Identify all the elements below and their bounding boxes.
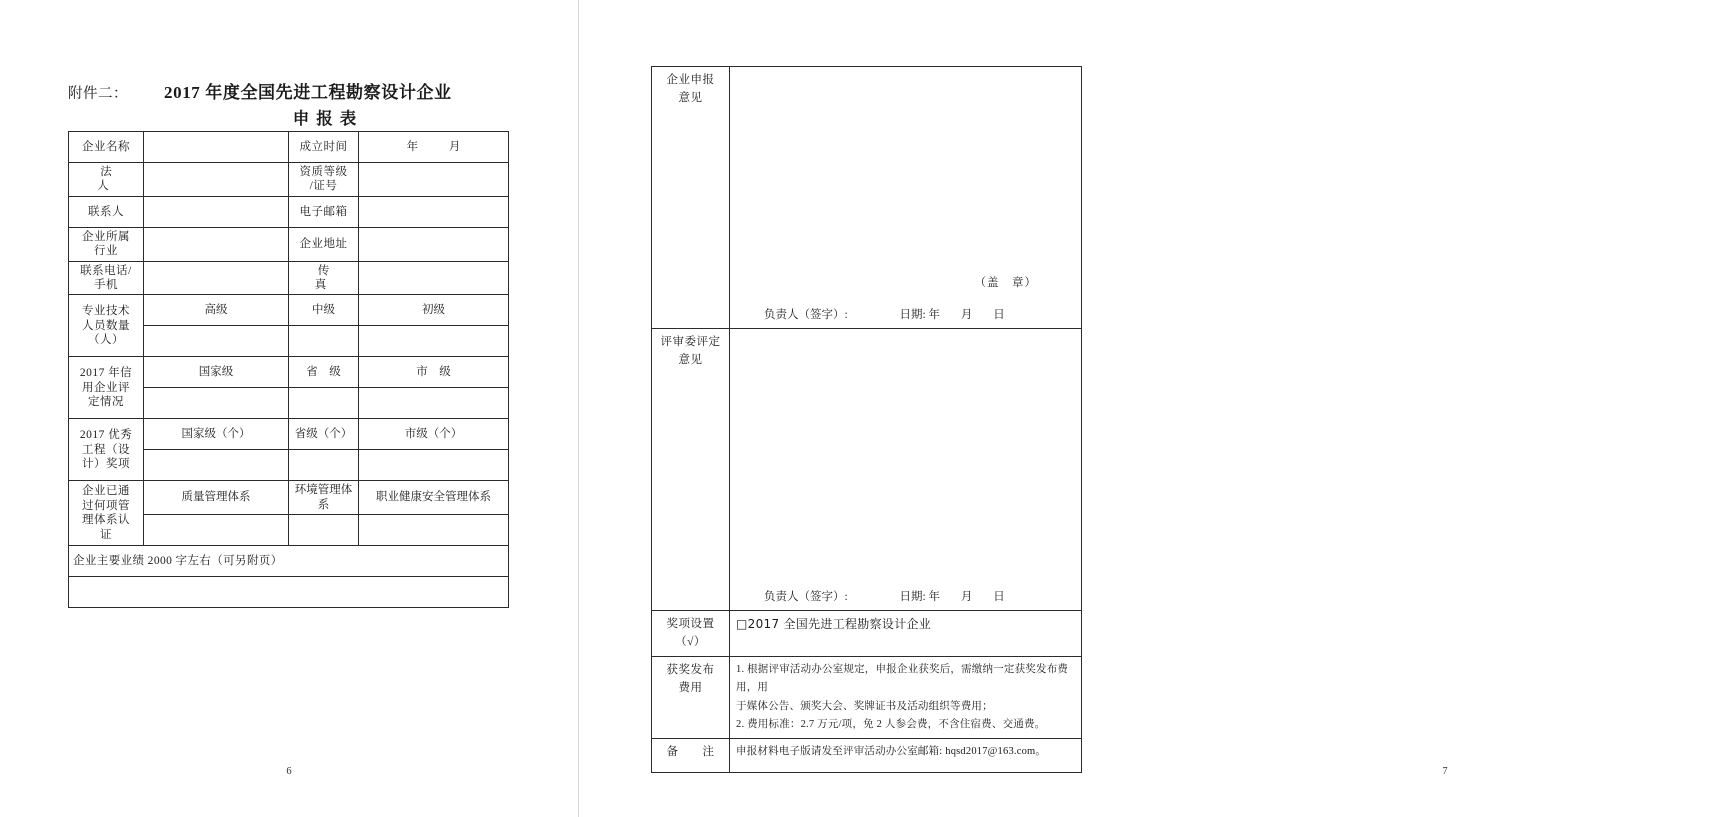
page-number-left: 6: [286, 766, 292, 777]
system-environment-input[interactable]: [289, 515, 359, 546]
fax-input[interactable]: [359, 261, 509, 295]
table-row: [69, 227, 509, 261]
qualification-label: [289, 163, 359, 197]
fee-label-line1: 获奖发布: [666, 663, 715, 676]
system-label-line3: 理体系认: [82, 514, 130, 527]
award-label: [69, 419, 144, 481]
tech-senior-input[interactable]: [144, 326, 289, 357]
table-row: [652, 611, 1082, 657]
system-label-line2: 过何项管: [82, 499, 130, 512]
date-value: 年 月 日: [928, 309, 1014, 321]
fax-label: 传 真: [289, 261, 359, 295]
system-quality-header: 质量管理体系: [144, 481, 289, 515]
table-row: [652, 67, 1082, 329]
credit-label: [69, 357, 144, 419]
company-opinion-label-line1: 企业申报: [666, 74, 715, 86]
page-right: [578, 0, 1448, 817]
review-opinion-label-line1: 评审委评定: [660, 336, 721, 348]
fee-text-block: [730, 656, 1082, 739]
signature-label: 负责人（签字）:: [764, 309, 848, 321]
tech-staff-label-line1: 专业技术: [82, 305, 130, 318]
award-setting-label: [652, 611, 730, 657]
legal-person-input[interactable]: [144, 163, 289, 197]
table-row: [652, 739, 1082, 773]
phone-label-line1: 联系电话/: [80, 264, 132, 277]
system-quality-input[interactable]: [144, 515, 289, 546]
company-name-label: 企业名称: [69, 132, 144, 163]
application-form-table: [68, 131, 509, 608]
credit-national-input[interactable]: [144, 388, 289, 419]
credit-province-input[interactable]: [289, 388, 359, 419]
table-row: [69, 481, 509, 515]
contact-label: 联系人: [69, 196, 144, 227]
note-text-cell: [730, 739, 1082, 773]
attachment-label: 附件二：: [68, 86, 128, 102]
credit-city-input[interactable]: [359, 388, 509, 419]
tech-middle-input[interactable]: [289, 326, 359, 357]
performance-header: 企业主要业绩 2000 字左右（可另附页）: [69, 546, 509, 577]
system-label-line4: 证: [100, 528, 112, 541]
table-row: [69, 357, 509, 388]
fee-label-line2: 费用: [678, 682, 703, 695]
credit-city-header: 市 级: [359, 357, 509, 388]
phone-label: [69, 261, 144, 295]
award-setting-option[interactable]: [730, 611, 1082, 657]
table-row: [69, 132, 509, 163]
date-label: 日期:: [899, 591, 926, 603]
company-opinion-input[interactable]: [730, 67, 1082, 329]
industry-label-line2: 行业: [94, 245, 118, 258]
phone-label-line2: 手机: [94, 278, 118, 291]
email-label: 电子邮箱: [289, 196, 359, 227]
table-row: [69, 419, 509, 450]
award-label-line2: 工程（设: [82, 443, 130, 456]
tech-junior-header: 初级: [359, 295, 509, 326]
system-environment-header: 环境管理体系: [289, 481, 359, 515]
found-time-label: 成立时间: [289, 132, 359, 163]
legal-person-label: 法 人: [69, 163, 144, 197]
opinion-form-table: [651, 66, 1082, 773]
table-row: [69, 295, 509, 326]
company-opinion-label: [652, 67, 730, 329]
tech-staff-label-line3: （人）: [88, 333, 124, 346]
tech-senior-header: 高级: [144, 295, 289, 326]
tech-staff-label: [69, 295, 144, 357]
review-opinion-label-line2: 意见: [678, 354, 703, 367]
tech-junior-input[interactable]: [359, 326, 509, 357]
system-label-line1: 企业已通: [82, 485, 130, 498]
email-input[interactable]: [359, 196, 509, 227]
qualification-label-line1: 资质等级: [299, 166, 348, 178]
date-value: 年 月 日: [928, 591, 1014, 603]
company-signature-line: [764, 306, 1014, 322]
signature-label: 负责人（签字）:: [764, 591, 848, 603]
table-row: [652, 656, 1082, 739]
tech-staff-label-line2: 人员数量: [82, 319, 130, 332]
note-label: 备 注: [652, 739, 730, 773]
review-opinion-label: [652, 329, 730, 611]
credit-label-line2: 用企业评: [82, 381, 130, 394]
qualification-label-line2: /证号: [309, 180, 338, 193]
review-signature-line: [764, 588, 1014, 604]
award-city-header: 市级（个）: [359, 419, 509, 450]
award-setting-label-line2: （√）: [675, 636, 706, 649]
review-opinion-input[interactable]: [730, 329, 1082, 611]
fee-text-line2: 于媒体公告、颁奖大会、奖牌证书及活动组织等费用；: [736, 700, 993, 712]
award-province-input[interactable]: [289, 450, 359, 481]
industry-label-line1: 企业所属: [82, 230, 130, 243]
title-row: [68, 78, 508, 103]
table-row: [69, 546, 509, 577]
table-row: [69, 261, 509, 295]
award-province-header: 省级（个）: [289, 419, 359, 450]
found-time-value: 年 月: [406, 140, 475, 153]
qualification-input[interactable]: [359, 163, 509, 197]
company-name-input[interactable]: [144, 132, 289, 163]
award-national-header: 国家级（个）: [144, 419, 289, 450]
phone-input[interactable]: [144, 261, 289, 295]
credit-national-header: 国家级: [144, 357, 289, 388]
company-opinion-label-line2: 意见: [678, 92, 703, 105]
award-setting-checkbox-option: □2017 全国先进工程勘察设计企业: [736, 617, 932, 631]
page-left: [0, 0, 578, 817]
found-time-input[interactable]: [359, 132, 509, 163]
document-title: 2017 年度全国先进工程勘察设计企业: [164, 83, 452, 102]
table-row: [652, 329, 1082, 611]
fee-text-line1: 1. 根据评审活动办公室规定，申报企业获奖后，需缴纳一定获奖发布费用，用: [736, 663, 1069, 694]
date-label: 日期:: [899, 309, 926, 321]
table-row: [69, 577, 509, 608]
page-number-right: 7: [1442, 766, 1448, 777]
seal-placeholder: （盖 章）: [974, 277, 1037, 289]
award-label-line3: 计）奖项: [82, 457, 130, 470]
tech-middle-header: 中级: [289, 295, 359, 326]
address-label: 企业地址: [289, 227, 359, 261]
award-setting-label-line1: 奖项设置: [666, 618, 715, 630]
award-label-line1: 2017 优秀: [79, 429, 133, 442]
system-label: [69, 481, 144, 546]
system-ohs-input[interactable]: [359, 515, 509, 546]
contact-input[interactable]: [144, 196, 289, 227]
fee-label: [652, 656, 730, 739]
award-city-input[interactable]: [359, 450, 509, 481]
system-ohs-header: 职业健康安全管理体系: [359, 481, 509, 515]
award-national-input[interactable]: [144, 450, 289, 481]
industry-input[interactable]: [144, 227, 289, 261]
note-text: 申报材料电子版请发至评审活动办公室邮箱: hqsd2017@163.com。: [736, 746, 1047, 758]
performance-input[interactable]: [69, 577, 509, 608]
industry-label: [69, 227, 144, 261]
table-row: [69, 196, 509, 227]
credit-label-line3: 定情况: [88, 395, 124, 408]
credit-province-header: 省 级: [289, 357, 359, 388]
credit-label-line1: 2017 年信: [79, 367, 133, 380]
fee-text-line3: 2. 费用标准：2.7 万元/项，免 2 人参会费，不含住宿费、交通费。: [736, 718, 1046, 730]
document-subtitle: 申报表: [292, 109, 364, 128]
table-row: [69, 163, 509, 197]
address-input[interactable]: [359, 227, 509, 261]
